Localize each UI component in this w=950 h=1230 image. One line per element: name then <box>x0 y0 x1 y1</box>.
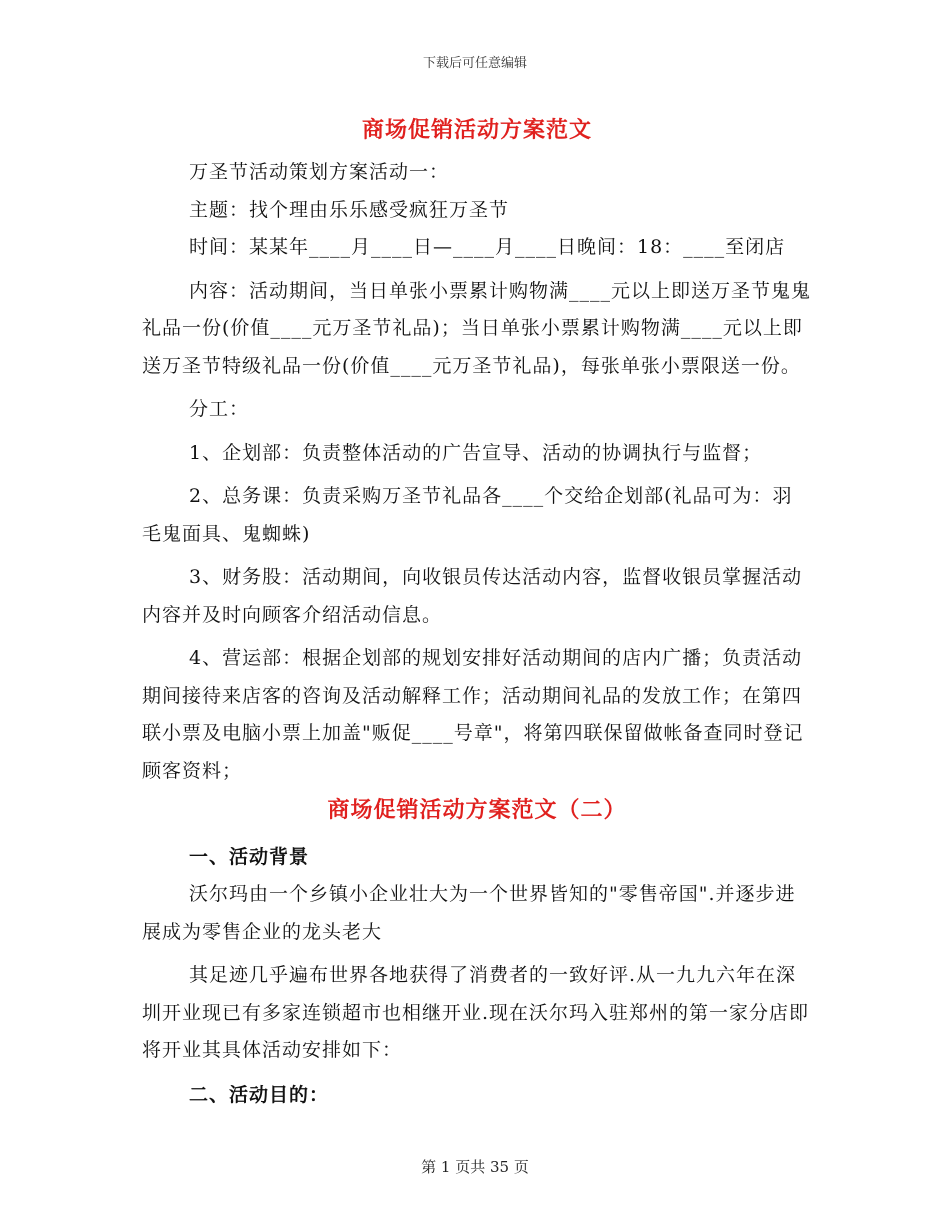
paragraph-general-affairs: 2、总务课：负责采购万圣节礼品各____个交给企划部(礼品可为：羽毛鬼面具、鬼蜘蛛) <box>142 485 793 545</box>
paragraph-planning-dept: 1、企划部：负责整体活动的广告宣导、活动的协调执行与监督； <box>189 441 763 464</box>
document-body <box>142 110 812 1114</box>
paragraph-operations: 4、营运部：根据企划部的规划安排好活动期间的店内广播；负责活动期间接待来店客的咨询及活动解释工作；活动期间礼品的发放工作；在第四联小票及电脑小票上加盖"贩促____号章"，将第四联保留做帐备查同时登记顾客资料； <box>142 647 804 782</box>
paragraph-time: 时间：某某年____月____日—____月____日晚间：18：____至闭店 <box>189 236 786 258</box>
document-title: 商场促销活动方案范文 <box>361 117 592 143</box>
paragraph-intro: 万圣节活动策划方案活动一： <box>189 161 450 183</box>
paragraph-background-2: 其足迹几乎遍布世界各地获得了消费者的一致好评.从一九九六年在深圳开业现已有多家连锁超市也相继开业.现在沃尔玛入驻郑州的第一家分店即将开业其具体活动安排如下： <box>142 964 810 1061</box>
paragraph-theme: 主题：找个理由乐乐感受疯狂万圣节 <box>189 198 510 221</box>
page-header: 下载后可任意编辑 <box>422 56 527 71</box>
heading-background: 一、活动背景 <box>189 846 310 868</box>
section-title-2: 商场促销活动方案范文（二） <box>327 797 627 823</box>
paragraph-division: 分工： <box>189 398 250 420</box>
paragraph-background-1: 沃尔玛由一个乡镇小企业壮大为一个世界皆知的"零售帝国".并逐步进展成为零售企业的龙头老大 <box>142 883 796 943</box>
heading-purpose: 二、活动目的： <box>189 1083 330 1106</box>
paragraph-content: 内容：活动期间，当日单张小票累计购物满____元以上即送万圣节鬼鬼礼品一份(价值____元万圣节礼品)；当日单张小票累计购物满____元以上即送万圣节特级礼品一份(价值____元万圣节礼品)，每张单张小票限送一份。 <box>142 279 812 377</box>
paragraph-finance: 3、财务股：活动期间，向收银员传达活动内容，监督收银员掌握活动内容并及时向顾客介绍活动信息。 <box>142 566 803 626</box>
page-footer: 第 1 页共 35 页 <box>421 1158 529 1176</box>
